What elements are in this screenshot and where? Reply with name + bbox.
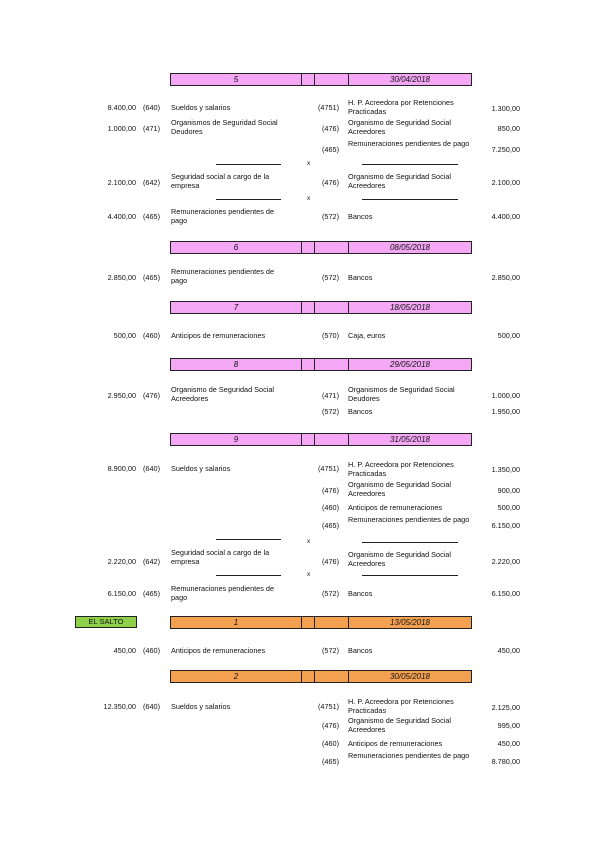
debit-label: Sueldos y salarios: [171, 464, 231, 473]
separator-line: [216, 575, 281, 576]
credit-amount: 6.150,00: [491, 521, 520, 530]
debit-label: Seguridad social a cargo de la empresa: [171, 172, 270, 190]
debit-label: Remuneraciones pendientes de pago: [171, 207, 275, 225]
credit-code: (572): [322, 589, 340, 598]
debit-amount: 2.950,00: [107, 391, 136, 400]
credit-amount: 1.350,00: [491, 465, 520, 474]
credit-label: Organismo de Seguridad Social Acreedores: [348, 716, 452, 734]
entry-header: [170, 73, 472, 86]
credit-label: H. P. Acreedora por Retenciones Practicadas: [348, 697, 454, 715]
entry-header: [170, 670, 472, 683]
credit-code: (572): [322, 212, 340, 221]
credit-label: Organismo de Seguridad Social Acreedores: [348, 118, 452, 136]
credit-code: (572): [322, 407, 340, 416]
credit-code: (476): [322, 486, 340, 495]
debit-code: (640): [143, 702, 161, 711]
entry-number: 7: [171, 302, 302, 313]
debit-label: Sueldos y salarios: [171, 103, 231, 112]
debit-code: (640): [143, 103, 161, 112]
section-tag: EL SALTO: [75, 616, 137, 628]
credit-label: Organismo de Seguridad Social Acreedores: [348, 550, 452, 568]
credit-code: (465): [322, 757, 340, 766]
debit-code: (476): [143, 391, 161, 400]
credit-amount: 1.000,00: [491, 391, 520, 400]
credit-amount: 450,00: [497, 646, 520, 655]
separator-mark: x: [307, 195, 311, 202]
credit-amount: 2.850,00: [491, 273, 520, 282]
separator-line: [216, 199, 281, 200]
credit-code: (570): [322, 331, 340, 340]
credit-label: Bancos: [348, 273, 373, 282]
header-cell: [315, 617, 349, 628]
separator-mark: x: [307, 538, 311, 545]
header-cell: [302, 434, 315, 445]
debit-amount: 8.400,00: [107, 103, 136, 112]
credit-code: (465): [322, 521, 340, 530]
credit-amount: 850,00: [497, 124, 520, 133]
credit-code: (4751): [318, 702, 340, 711]
header-cell: [302, 359, 315, 370]
entry-number: 5: [171, 74, 302, 85]
credit-code: (460): [322, 503, 340, 512]
debit-code: (465): [143, 273, 161, 282]
debit-amount: 2.100,00: [107, 178, 136, 187]
credit-label: Anticipos de remuneraciones: [348, 503, 443, 512]
entry-number: 8: [171, 359, 302, 370]
entry-header: [170, 616, 472, 629]
debit-label: Sueldos y salarios: [171, 702, 231, 711]
debit-code: (471): [143, 124, 161, 133]
debit-amount: 500,00: [113, 331, 136, 340]
credit-code: (465): [322, 145, 340, 154]
credit-amount: 1.300,00: [491, 104, 520, 113]
credit-code: (460): [322, 739, 340, 748]
credit-label: Organismo de Seguridad Social Acreedores: [348, 480, 452, 498]
debit-code: (460): [143, 646, 161, 655]
credit-amount: 900,00: [497, 486, 520, 495]
credit-amount: 995,00: [497, 721, 520, 730]
credit-label: Bancos: [348, 646, 373, 655]
debit-code: (460): [143, 331, 161, 340]
credit-code: (4751): [318, 464, 340, 473]
entry-date: 31/05/2018: [389, 435, 431, 444]
debit-label: Anticipos de remuneraciones: [171, 646, 266, 655]
credit-code: (476): [322, 557, 340, 566]
entry-header: [170, 358, 472, 371]
entry-header: [170, 301, 472, 314]
credit-label: Bancos: [348, 589, 373, 598]
credit-amount: 2.125,00: [491, 703, 520, 712]
entry-date: 13/05/2018: [389, 618, 431, 627]
credit-label: H. P. Acreedora por Retenciones Practicadas: [348, 98, 454, 116]
credit-label: H. P. Acreedora por Retenciones Practicadas: [348, 460, 454, 478]
credit-label: Bancos: [348, 407, 373, 416]
debit-code: (640): [143, 464, 161, 473]
separator-line: [362, 542, 458, 543]
debit-amount: 4.400,00: [107, 212, 136, 221]
separator-line: [216, 164, 281, 165]
debit-label: Remuneraciones pendientes de pago: [171, 267, 275, 285]
credit-code: (476): [322, 721, 340, 730]
debit-label: Organismo de Seguridad Social Acreedores: [171, 385, 275, 403]
header-cell: [315, 74, 349, 85]
header-cell: [315, 359, 349, 370]
separator-line: [362, 199, 458, 200]
debit-amount: 1.000,00: [107, 124, 136, 133]
header-cell: [315, 434, 349, 445]
header-cell: [315, 242, 349, 253]
credit-amount: 6.150,00: [491, 589, 520, 598]
header-cell: [315, 302, 349, 313]
entry-header: [170, 241, 472, 254]
separator-line: [362, 164, 458, 165]
credit-label: Remuneraciones pendientes de pago: [348, 139, 470, 148]
credit-label: Caja, euros: [348, 331, 386, 340]
debit-amount: 6.150,00: [107, 589, 136, 598]
credit-label: Bancos: [348, 212, 373, 221]
debit-label: Remuneraciones pendientes de pago: [171, 584, 275, 602]
separator-mark: x: [307, 571, 311, 578]
debit-amount: 2.850,00: [107, 273, 136, 282]
credit-amount: 500,00: [497, 503, 520, 512]
credit-label: Anticipos de remuneraciones: [348, 739, 443, 748]
credit-amount: 500,00: [497, 331, 520, 340]
header-cell: [302, 617, 315, 628]
entry-date: 29/05/2018: [389, 360, 431, 369]
debit-amount: 450,00: [113, 646, 136, 655]
separator-line: [216, 539, 281, 540]
debit-label: Organismos de Seguridad Social Deudores: [171, 118, 278, 136]
credit-code: (476): [322, 178, 340, 187]
credit-label: Organismo de Seguridad Social Acreedores: [348, 172, 452, 190]
credit-amount: 1.950,00: [491, 407, 520, 416]
credit-amount: 8.780,00: [491, 757, 520, 766]
credit-amount: 2.220,00: [491, 557, 520, 566]
credit-code: (476): [322, 124, 340, 133]
entry-number: 6: [171, 242, 302, 253]
separator-mark: x: [307, 160, 311, 167]
credit-code: (572): [322, 646, 340, 655]
header-cell: [302, 242, 315, 253]
credit-label: Organismos de Seguridad Social Deudores: [348, 385, 455, 403]
credit-amount: 4.400,00: [491, 212, 520, 221]
debit-label: Seguridad social a cargo de la empresa: [171, 548, 270, 566]
debit-amount: 12.350,00: [103, 702, 136, 711]
debit-label: Anticipos de remuneraciones: [171, 331, 266, 340]
entry-number: 1: [171, 617, 302, 628]
debit-code: (642): [143, 178, 161, 187]
separator-line: [362, 575, 458, 576]
debit-amount: 8.900,00: [107, 464, 136, 473]
credit-amount: 2.100,00: [491, 178, 520, 187]
header-cell: [302, 302, 315, 313]
credit-label: Remuneraciones pendientes de pago: [348, 515, 470, 524]
credit-code: (572): [322, 273, 340, 282]
debit-code: (465): [143, 212, 161, 221]
header-cell: [302, 74, 315, 85]
entry-date: 18/05/2018: [389, 303, 431, 312]
debit-code: (642): [143, 557, 161, 566]
debit-code: (465): [143, 589, 161, 598]
entry-number: 2: [171, 671, 302, 682]
debit-amount: 2.220,00: [107, 557, 136, 566]
credit-amount: 7.250,00: [491, 145, 520, 154]
header-cell: [302, 671, 315, 682]
entry-date: 08/05/2018: [389, 243, 431, 252]
header-cell: [315, 671, 349, 682]
entry-date: 30/05/2018: [389, 672, 431, 681]
credit-code: (471): [322, 391, 340, 400]
entry-date: 30/04/2018: [389, 75, 431, 84]
credit-label: Remuneraciones pendientes de pago: [348, 751, 470, 760]
credit-amount: 450,00: [497, 739, 520, 748]
entry-number: 9: [171, 434, 302, 445]
credit-code: (4751): [318, 103, 340, 112]
entry-header: [170, 433, 472, 446]
